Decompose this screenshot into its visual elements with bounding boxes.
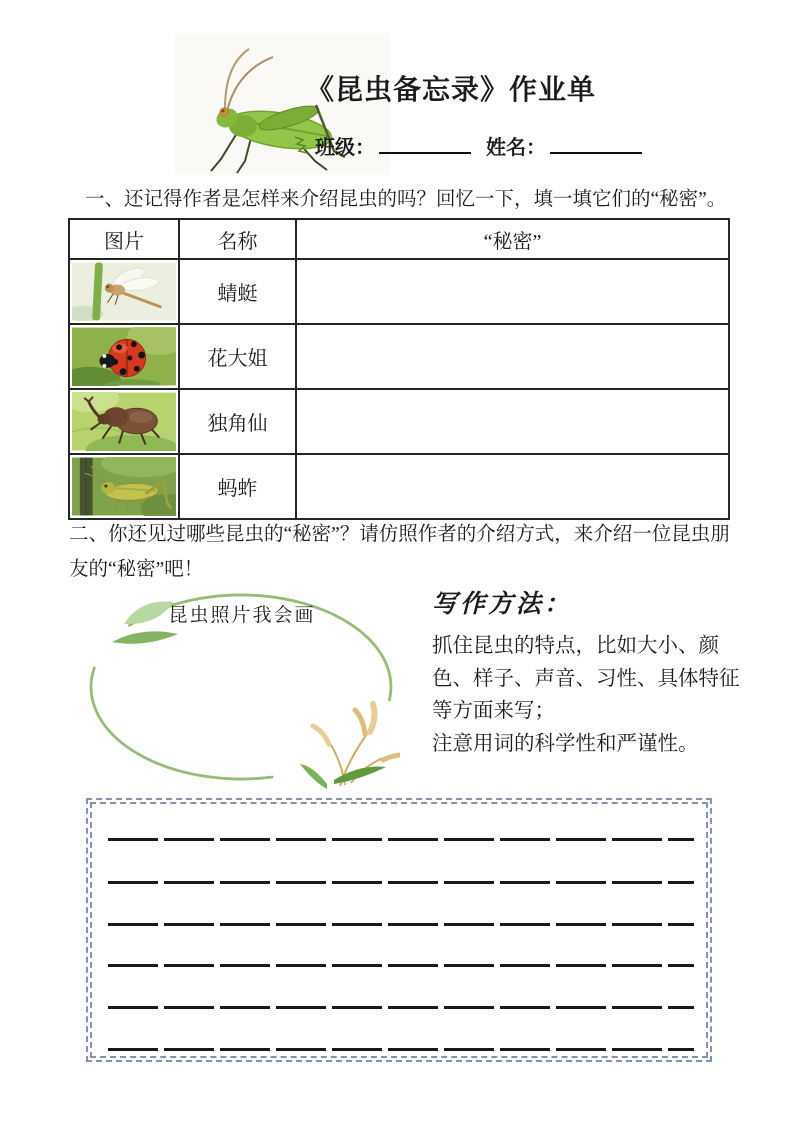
insect-name: 蜻蜓 (179, 259, 296, 324)
table-row (69, 324, 729, 389)
insect-name: 独角仙 (179, 389, 296, 454)
class-blank-field[interactable] (379, 138, 471, 154)
secret-answer-cell[interactable] (296, 389, 729, 454)
col-header-name: 名称 (179, 219, 296, 259)
col-header-image: 图片 (69, 219, 179, 259)
writing-method-tip-2: 注意用词的科学性和严谨性。 (432, 732, 699, 755)
secret-answer-cell[interactable] (296, 454, 729, 519)
table-row (69, 259, 729, 324)
insect-name: 蚂蚱 (179, 454, 296, 519)
page-title: 《昆虫备忘录》作业单 (306, 75, 597, 106)
writing-line[interactable] (108, 964, 694, 967)
table-row (69, 389, 729, 454)
dragonfly-photo (69, 259, 179, 324)
answer-writing-box[interactable] (90, 802, 708, 1058)
grasshopper-photo (69, 454, 179, 519)
table-row (69, 454, 729, 519)
insect-table (68, 218, 730, 520)
writing-line[interactable] (108, 1006, 694, 1009)
writing-method-title: 写作方法： (432, 591, 573, 618)
table-header-row (69, 219, 729, 259)
drawing-frame-label: 昆虫照片我会画 (168, 605, 316, 626)
writing-line[interactable] (108, 923, 694, 926)
insect-name: 花大姐 (179, 324, 296, 389)
secret-answer-cell[interactable] (296, 324, 729, 389)
rhinoceros-beetle-photo (69, 389, 179, 454)
name-label: 姓名： (486, 137, 546, 159)
question-2-prompt: 二、你还见过哪些昆虫的“秘密”？请仿照作者的介绍方式，来介绍一位昆虫朋友的“秘密”吧！ (69, 524, 730, 580)
writing-method-tip-1: 抓住昆虫的特点，比如大小、颜色、样子、声音、习性、具体特征等方面来写； (432, 635, 740, 722)
name-blank-field[interactable] (550, 138, 642, 154)
col-header-secret: “秘密” (296, 219, 729, 259)
writing-method-panel (432, 584, 746, 760)
writing-line[interactable] (108, 838, 694, 841)
writing-line[interactable] (108, 881, 694, 884)
class-label: 班级： (315, 137, 375, 159)
insect-drawing-frame[interactable] (84, 588, 400, 790)
ladybug-photo (69, 324, 179, 389)
student-info-line (315, 131, 652, 160)
secret-answer-cell[interactable] (296, 259, 729, 324)
question-1-prompt: 一、还记得作者是怎样来介绍昆虫的吗？回忆一下，填一填它们的“秘密”。 (85, 189, 727, 210)
writing-line[interactable] (108, 1048, 694, 1051)
